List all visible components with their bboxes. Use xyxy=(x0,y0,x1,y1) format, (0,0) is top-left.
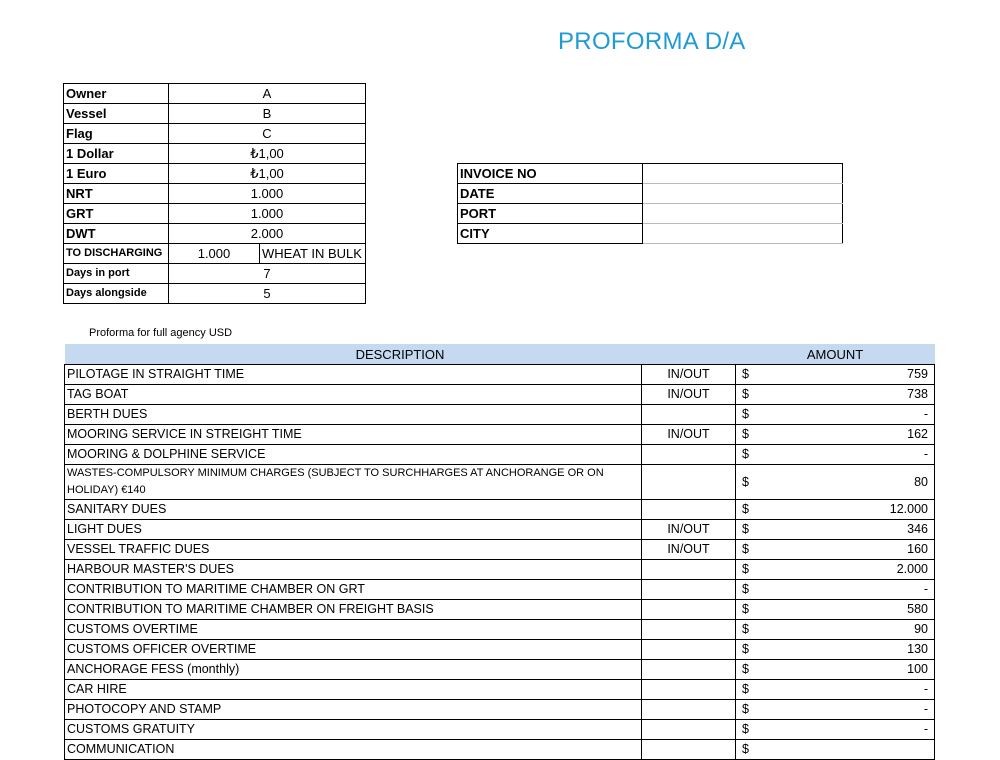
page-title: PROFORMA D/A xyxy=(558,28,746,55)
info-row xyxy=(64,164,366,184)
table-row xyxy=(65,560,935,580)
charge-amount: 100 xyxy=(752,660,935,680)
city-value[interactable] xyxy=(643,224,843,244)
table-row xyxy=(65,720,935,740)
currency-symbol: $ xyxy=(736,640,753,660)
date-label: DATE xyxy=(458,184,643,204)
info-value: 2.000 xyxy=(169,224,366,244)
info-value: 1.000 xyxy=(169,204,366,224)
info-label: 1 Dollar xyxy=(64,144,169,164)
charge-in-out xyxy=(642,600,736,620)
currency-symbol: $ xyxy=(736,560,753,580)
info-row xyxy=(64,84,366,104)
invoice-row xyxy=(458,184,843,204)
info-row-days-alongside xyxy=(64,284,366,304)
days-in-port-label: Days in port xyxy=(64,264,169,284)
days-alongside-label: Days alongside xyxy=(64,284,169,304)
info-value: A xyxy=(169,84,366,104)
info-label: Vessel xyxy=(64,104,169,124)
port-value[interactable] xyxy=(643,204,843,224)
charge-amount: 130 xyxy=(752,640,935,660)
charge-in-out xyxy=(642,465,736,500)
vessel-info-table xyxy=(63,83,366,304)
city-label: CITY xyxy=(458,224,643,244)
info-label: DWT xyxy=(64,224,169,244)
currency-symbol: $ xyxy=(736,620,753,640)
info-label: Owner xyxy=(64,84,169,104)
currency-symbol: $ xyxy=(736,385,753,405)
discharging-cargo: WHEAT IN BULK xyxy=(260,244,366,264)
info-row-days-in-port xyxy=(64,264,366,284)
info-value: C xyxy=(169,124,366,144)
invoice-row xyxy=(458,204,843,224)
table-row xyxy=(65,640,935,660)
charge-description: VESSEL TRAFFIC DUES xyxy=(65,540,642,560)
currency-symbol: $ xyxy=(736,425,753,445)
charge-description: LIGHT DUES xyxy=(65,520,642,540)
charge-amount: - xyxy=(752,580,935,600)
charge-description: MOORING SERVICE IN STREIGHT TIME xyxy=(65,425,642,445)
currency-symbol: $ xyxy=(736,445,753,465)
invoice-table xyxy=(457,163,843,244)
charge-description: CONTRIBUTION TO MARITIME CHAMBER ON GRT xyxy=(65,580,642,600)
charge-description: ANCHORAGE FESS (monthly) xyxy=(65,660,642,680)
charge-description: CUSTOMS GRATUITY xyxy=(65,720,642,740)
date-value[interactable] xyxy=(643,184,843,204)
table-row xyxy=(65,540,935,560)
currency-symbol: $ xyxy=(736,520,753,540)
info-label: 1 Euro xyxy=(64,164,169,184)
currency-symbol: $ xyxy=(736,540,753,560)
currency-symbol: $ xyxy=(736,660,753,680)
info-value: 1.000 xyxy=(169,184,366,204)
table-row xyxy=(65,600,935,620)
invoice-no-label: INVOICE NO xyxy=(458,164,643,184)
info-value: B xyxy=(169,104,366,124)
info-label: NRT xyxy=(64,184,169,204)
info-row xyxy=(64,184,366,204)
charge-description: SANITARY DUES xyxy=(65,500,642,520)
charge-description: PILOTAGE IN STRAIGHT TIME xyxy=(65,365,642,385)
table-row xyxy=(65,620,935,640)
table-row xyxy=(65,500,935,520)
charge-in-out: IN/OUT xyxy=(642,385,736,405)
charge-amount: 162 xyxy=(752,425,935,445)
charge-amount: 759 xyxy=(752,365,935,385)
charge-amount: - xyxy=(752,680,935,700)
table-row xyxy=(65,405,935,425)
charge-amount: - xyxy=(752,700,935,720)
charge-in-out xyxy=(642,445,736,465)
days-in-port-value: 7 xyxy=(169,264,366,284)
currency-symbol: $ xyxy=(736,740,753,760)
charge-in-out xyxy=(642,660,736,680)
charge-description: CONTRIBUTION TO MARITIME CHAMBER ON FREIGHT BASIS xyxy=(65,600,642,620)
charge-in-out xyxy=(642,405,736,425)
table-row xyxy=(65,445,935,465)
table-row xyxy=(65,660,935,680)
invoice-row xyxy=(458,164,843,184)
currency-symbol: $ xyxy=(736,465,753,500)
info-row-discharging xyxy=(64,244,366,264)
description-header: DESCRIPTION xyxy=(65,344,736,365)
charge-description: CUSTOMS OFFICER OVERTIME xyxy=(65,640,642,660)
info-row xyxy=(64,104,366,124)
currency-symbol: $ xyxy=(736,680,753,700)
charge-amount: 346 xyxy=(752,520,935,540)
charge-in-out xyxy=(642,500,736,520)
charge-amount: 2.000 xyxy=(752,560,935,580)
charge-in-out: IN/OUT xyxy=(642,540,736,560)
discharging-quantity: 1.000 xyxy=(169,244,260,264)
info-row xyxy=(64,144,366,164)
info-row xyxy=(64,204,366,224)
port-label: PORT xyxy=(458,204,643,224)
table-row xyxy=(65,700,935,720)
charge-amount: 160 xyxy=(752,540,935,560)
table-row xyxy=(65,580,935,600)
charge-description: MOORING & DOLPHINE SERVICE xyxy=(65,445,642,465)
charge-description: COMMUNICATION xyxy=(65,740,642,760)
table-row xyxy=(65,425,935,445)
charges-table xyxy=(64,344,935,760)
currency-symbol: $ xyxy=(736,700,753,720)
charge-description: CAR HIRE xyxy=(65,680,642,700)
charge-description: TAG BOAT xyxy=(65,385,642,405)
charge-in-out xyxy=(642,700,736,720)
charge-amount: - xyxy=(752,445,935,465)
charge-in-out xyxy=(642,580,736,600)
invoice-row xyxy=(458,224,843,244)
charge-description: BERTH DUES xyxy=(65,405,642,425)
table-row xyxy=(65,520,935,540)
info-label: GRT xyxy=(64,204,169,224)
charge-amount: 80 xyxy=(752,465,935,500)
charge-in-out: IN/OUT xyxy=(642,365,736,385)
info-value: ₺1,00 xyxy=(169,164,366,184)
proforma-subtitle: Proforma for full agency USD xyxy=(89,327,233,339)
currency-symbol: $ xyxy=(736,580,753,600)
charge-amount: - xyxy=(752,720,935,740)
charge-description: CUSTOMS OVERTIME xyxy=(65,620,642,640)
charge-description: PHOTOCOPY AND STAMP xyxy=(65,700,642,720)
charge-in-out xyxy=(642,720,736,740)
table-row xyxy=(65,680,935,700)
charge-in-out xyxy=(642,560,736,580)
info-row xyxy=(64,124,366,144)
charge-amount: - xyxy=(752,405,935,425)
currency-symbol: $ xyxy=(736,405,753,425)
info-label: Flag xyxy=(64,124,169,144)
charge-in-out: IN/OUT xyxy=(642,520,736,540)
currency-symbol: $ xyxy=(736,365,753,385)
currency-symbol: $ xyxy=(736,500,753,520)
charge-in-out xyxy=(642,680,736,700)
charge-in-out xyxy=(642,620,736,640)
currency-symbol: $ xyxy=(736,600,753,620)
table-row xyxy=(65,365,935,385)
discharging-label: TO DISCHARGING xyxy=(64,244,169,264)
charge-amount: 738 xyxy=(752,385,935,405)
currency-symbol: $ xyxy=(736,720,753,740)
info-row xyxy=(64,224,366,244)
table-row xyxy=(65,385,935,405)
charge-amount: 12.000 xyxy=(752,500,935,520)
info-value: ₺1,00 xyxy=(169,144,366,164)
table-row xyxy=(65,465,935,500)
charge-in-out: IN/OUT xyxy=(642,425,736,445)
days-alongside-value: 5 xyxy=(169,284,366,304)
amount-header: AMOUNT xyxy=(736,344,935,365)
charge-description: WASTES-COMPULSORY MINIMUM CHARGES (SUBJECT TO SURCHHARGES AT ANCHORANGE OR ON HOLIDAY) €140 xyxy=(65,465,642,500)
charge-amount: 580 xyxy=(752,600,935,620)
charge-description: HARBOUR MASTER'S DUES xyxy=(65,560,642,580)
table-header-row xyxy=(65,344,935,365)
charge-amount: 90 xyxy=(752,620,935,640)
charge-in-out xyxy=(642,640,736,660)
invoice-no-value[interactable] xyxy=(643,164,843,184)
